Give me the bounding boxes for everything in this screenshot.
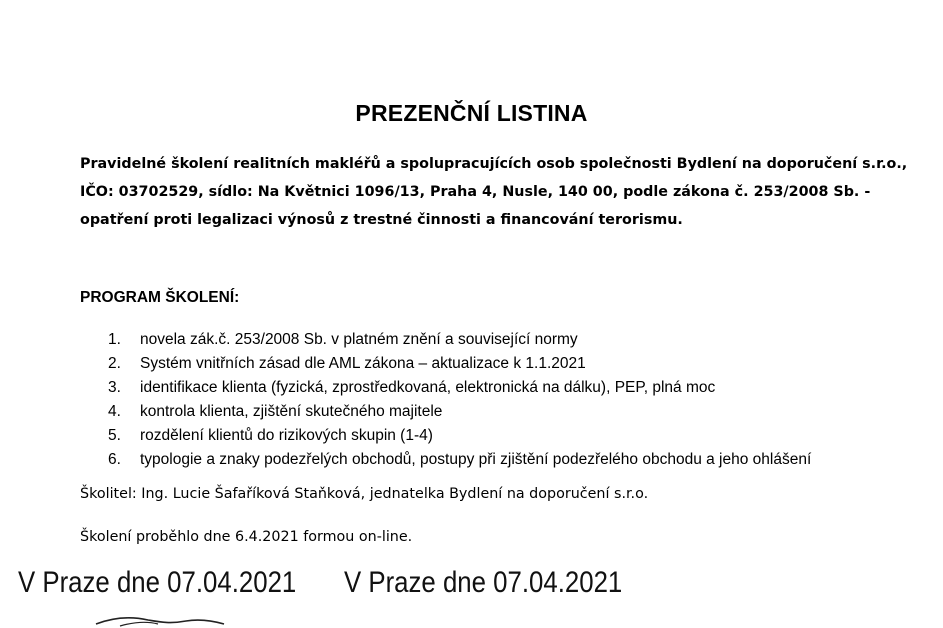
program-item-number: 1. <box>108 331 121 348</box>
place-date-stamp: V Praze dne 07.04.2021 <box>344 566 623 599</box>
program-item <box>108 376 908 400</box>
program-item <box>108 328 908 352</box>
program-item-number: 2. <box>108 355 121 372</box>
signature-scribble-icon <box>90 612 230 628</box>
program-item-text: Systém vnitřních zásad dle AML zákona – aktualizace k 1.1.2021 <box>140 355 586 372</box>
program-item-text: typologie a znaky podezřelých obchodů, postupy při zjištění podezřelého obchodu a jeho ohlášení <box>140 451 812 468</box>
program-item-number: 6. <box>108 451 121 468</box>
program-item-text: identifikace klienta (fyzická, zprostředkovaná, elektronická na dálku), PEP, plná moc <box>140 379 716 396</box>
program-item <box>108 352 908 376</box>
program-heading: PROGRAM ŠKOLENÍ: <box>80 289 240 306</box>
program-list <box>108 328 908 472</box>
program-item-text: kontrola klienta, zjištění skutečného majitele <box>140 403 443 420</box>
program-item <box>108 400 908 424</box>
intro-line: opatření proti legalizaci výnosů z trestné činnosti a financování terorismu. <box>80 212 683 228</box>
place-date-stamp: V Praze dne 07.04.2021 <box>18 566 297 599</box>
intro-line: Pravidelné školení realitních makléřů a spolupracujících osob společnosti Bydlení na doporučení s.r.o., <box>80 156 908 172</box>
program-item-number: 5. <box>108 427 121 444</box>
document-title: PREZENČNÍ LISTINA <box>355 100 588 126</box>
training-date-line: Školení proběhlo dne 6.4.2021 formou on-line. <box>80 529 413 545</box>
program-item-text: rozdělení klientů do rizikových skupin (1-4) <box>140 427 433 444</box>
intro-line: IČO: 03702529, sídlo: Na Květnici 1096/13, Praha 4, Nusle, 140 00, podle zákona č. 253/2008 Sb. - <box>80 184 871 200</box>
program-item-number: 3. <box>108 379 121 396</box>
intro-paragraph <box>80 150 908 234</box>
program-item <box>108 448 908 472</box>
trainer-line: Školitel: Ing. Lucie Šafaříková Staňková, jednatelka Bydlení na doporučení s.r.o. <box>80 486 649 502</box>
program-item-text: novela zák.č. 253/2008 Sb. v platném znění a související normy <box>140 331 578 348</box>
program-item-number: 4. <box>108 403 121 420</box>
program-item <box>108 424 908 448</box>
